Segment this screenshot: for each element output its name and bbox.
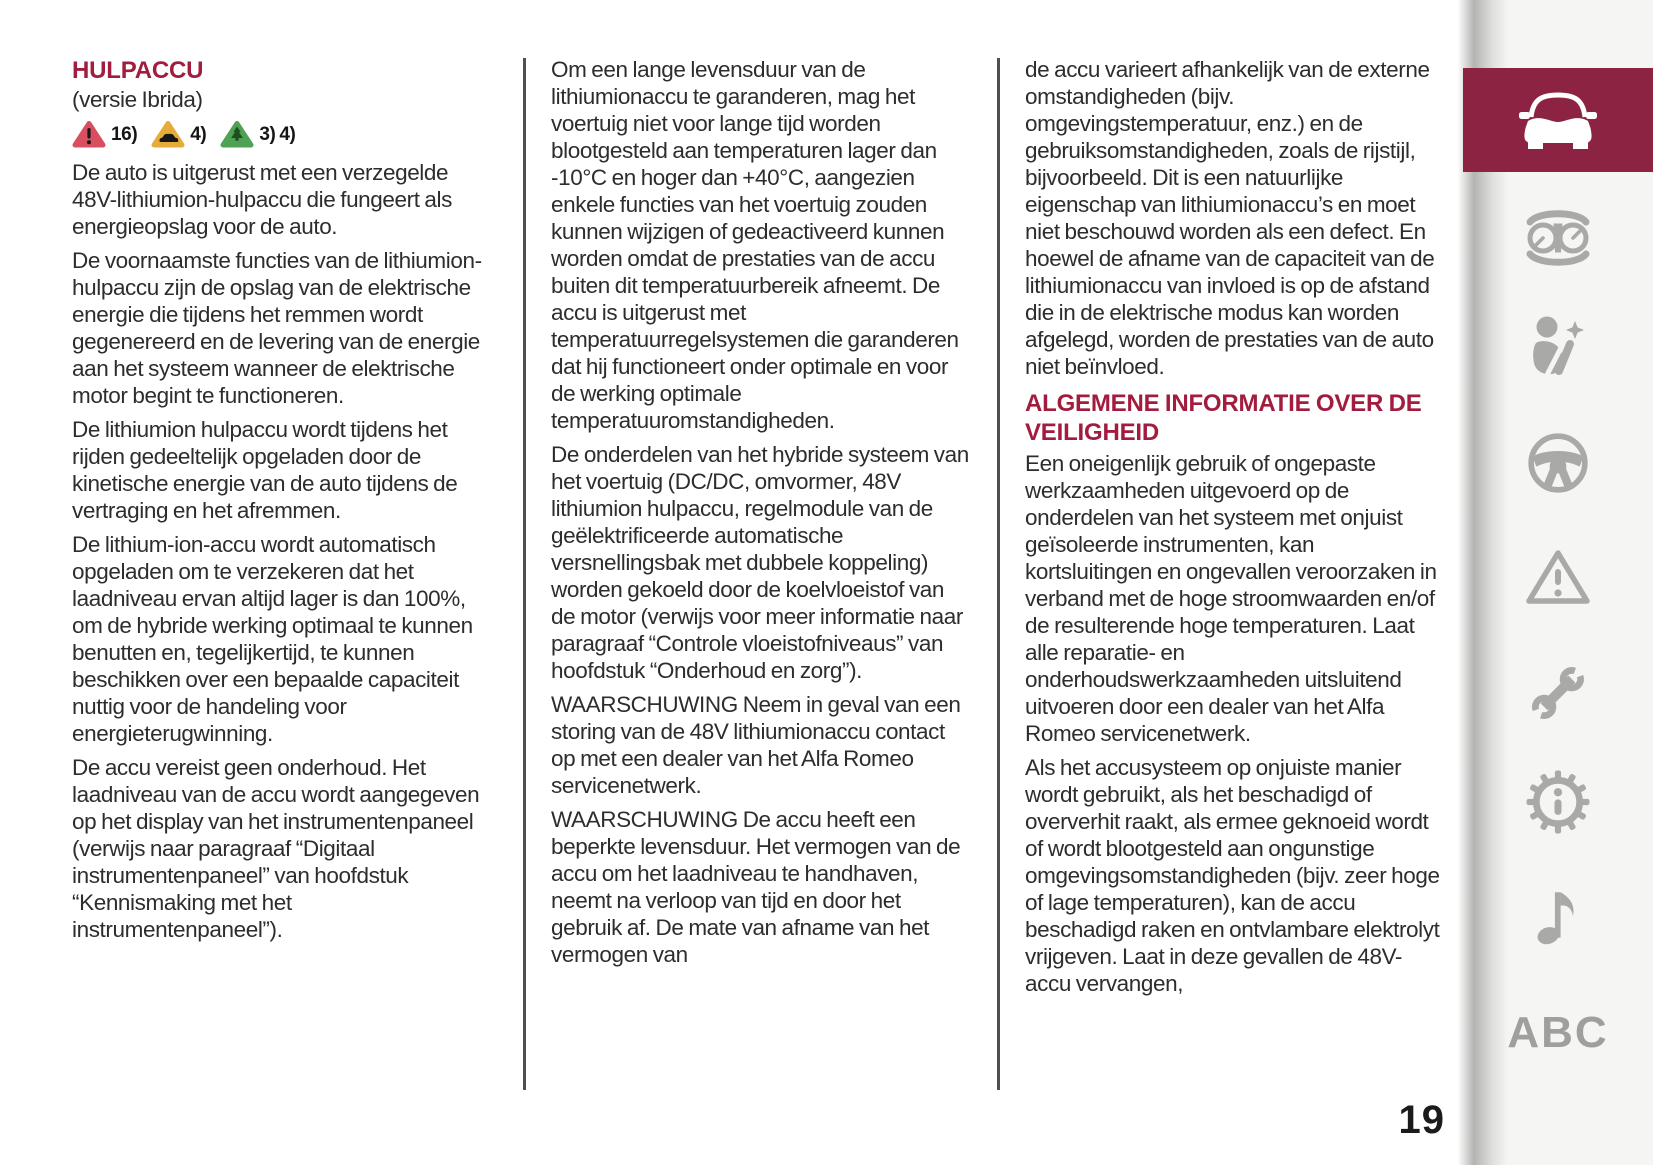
wrench-icon (1525, 660, 1591, 726)
instrument-panel-icon (1518, 206, 1598, 270)
index-abc-label: ABC (1507, 1008, 1609, 1057)
paragraph: WAARSCHUWING De accu heeft een beperkte levensduur. Het vermogen van de accu om het laadniveau te handhaven, neemt na verloop van tijd en door het gebruik af. De mate van afname van het vermogen van (551, 807, 961, 967)
paragraph: De auto is uitgerust met een verzegelde 48V-lithiumion-hulpaccu die fungeert als energieopslag voor de auto. (72, 160, 452, 239)
warning-ref-label: 16) (111, 123, 138, 145)
danger-exclamation-triangle-icon (72, 119, 106, 149)
sidebar-section-airbag (1463, 313, 1653, 377)
warning-triangle-icon (1523, 546, 1593, 608)
sidebar-section-technical-info (1463, 769, 1653, 835)
paragraph: De onderdelen van het hybride systeem van het voertuig (DC/DC, omvormer, 48V lithiumion hulpaccu, regelmodule van de geëlektrificeerde automatische versnellingsbak met dubbele koppeling) worden gekoeld door de koelvloeistof van de motor (verwijs voor meer informatie naar paragraaf “Controle vloeistofniveaus” van hoofdstuk “Onderhoud en zorg”). (551, 442, 969, 683)
sidebar-section-multimedia (1463, 884, 1653, 946)
paragraph: Een oneigenlijk gebruik of ongepaste werkzaamheden uitgevoerd op de onderdelen van het systeem met onjuist geïsoleerde instrumenten, kan kortsluitingen en ongevallen veroorzaken in verband met de hoge stroomwaarden en/of de resulterende hoge temperaturen. Laat alle reparatie- en onderhoudswerkzaamheden uitsluitend uitvoeren door een dealer van het Alfa Romeo servicenetwerk. (1025, 451, 1437, 746)
column-3 (1025, 56, 1445, 1004)
sidebar-section-warning-lights (1463, 546, 1653, 608)
column-divider (523, 58, 526, 1090)
paragraph: Als het accusysteem op onjuiste manier wordt gebruikt, als het beschadigd of oververhit raakt, als ermee geknoeid wordt of wordt blootgesteld aan ongunstige omgevingsomstandigheden (bijv. zeer hoge of lage temperaturen), kan de accu beschadigd raken en ontvlambare elektrolyt vrijgeven. Laat in deze gevallen de 48V-accu vervangen, (1025, 755, 1440, 996)
paragraph: De voornaamste functies van de lithiumion-hulpaccu zijn de opslag van de elektrische energie die tijdens het remmen wordt gegenereerd en de levering van de energie aan het systeem wanneer de elektrische motor begint te functioneren. (72, 248, 482, 408)
airbag-icon (1526, 313, 1590, 377)
music-note-icon (1535, 884, 1581, 946)
environment-tree-triangle-icon (220, 119, 254, 149)
section-subtitle: (versie Ibrida) (72, 87, 203, 112)
car-icon (1510, 82, 1606, 158)
warning-reference-row (72, 119, 492, 149)
active-chapter-tab (1463, 68, 1653, 172)
warning-ref-label: 4) (190, 123, 207, 145)
paragraph: Om een lange levensduur van de lithiumionaccu te garanderen, mag het voertuig niet voor lange tijd worden blootgesteld aan temperaturen lager dan -10°C en hoger dan +40°C, aangezien enkele functies van het voertuig zouden kunnen wijzigen of gedeactiveerd kunnen worden omdat de prestaties van de accu buiten dit temperatuurbereik afneemt. De accu is uitgerust met temperatuurregelsystemen die garanderen dat hij functioneert onder optimale en voor de werking optimale temperatuuromstandigheden. (551, 57, 959, 433)
paragraph: De accu vereist geen onderhoud. Het laadniveau van de accu wordt aangegeven op het display van het instrumentenpaneel (verwijs naar paragraaf “Digitaal instrumentenpaneel” van hoofdstuk “Kennismaking met het instrumentenpaneel”). (72, 755, 480, 942)
page-number: 19 (1398, 1098, 1445, 1142)
steering-wheel-icon (1525, 430, 1591, 496)
paragraph: De lithium-ion-accu wordt automatisch opgeladen om te verzekeren dat het laadniveau ervan altijd lager is dan 100%, om de hybride werking optimaal te kunnen benutten en, tegelijkertijd, te kunnen beschikken over een bepaalde capaciteit nuttig voor de handeling voor energieterugwinning. (72, 532, 473, 746)
column-2 (551, 56, 971, 975)
column-1 (72, 56, 492, 950)
sidebar-section-instrument-panel (1463, 206, 1653, 270)
section-heading-safety: ALGEMENE INFORMATIE OVER DE VEILIGHEID (1025, 390, 1422, 446)
section-title: HULPACCU (72, 57, 204, 84)
paragraph: de accu varieert afhankelijk van de externe omstandigheden (bijv. omgevingstemperatuur, enz.) en de gebruiksomstandigheden, zoals de rijstijl, bijvoorbeeld. Dit is een natuurlijke eigenschap van lithiumionaccu’s en moet niet beschouwd worden als een defect. En hoewel de afname van de capaciteit van de lithiumionaccu van invloed is op de afstand die in de elektrische modus kan worden afgelegd, worden de prestaties van de auto niet beïnvloed. (1025, 57, 1435, 379)
car-hazard-triangle-icon (151, 119, 185, 149)
gear-info-icon (1525, 769, 1591, 835)
warning-ref-label: 3) 4) (259, 123, 296, 145)
paragraph: WAARSCHUWING Neem in geval van een storing van de 48V lithiumionaccu contact op met een dealer van het Alfa Romeo servicenetwerk. (551, 692, 961, 798)
column-divider (997, 58, 1000, 1090)
sidebar-section-driving (1463, 430, 1653, 496)
paragraph: De lithiumion hulpaccu wordt tijdens het rijden gedeeltelijk opgeladen door de kinetische energie van de auto tijdens de vertraging en het afremmen. (72, 417, 458, 523)
sidebar-section-maintenance (1463, 660, 1653, 726)
